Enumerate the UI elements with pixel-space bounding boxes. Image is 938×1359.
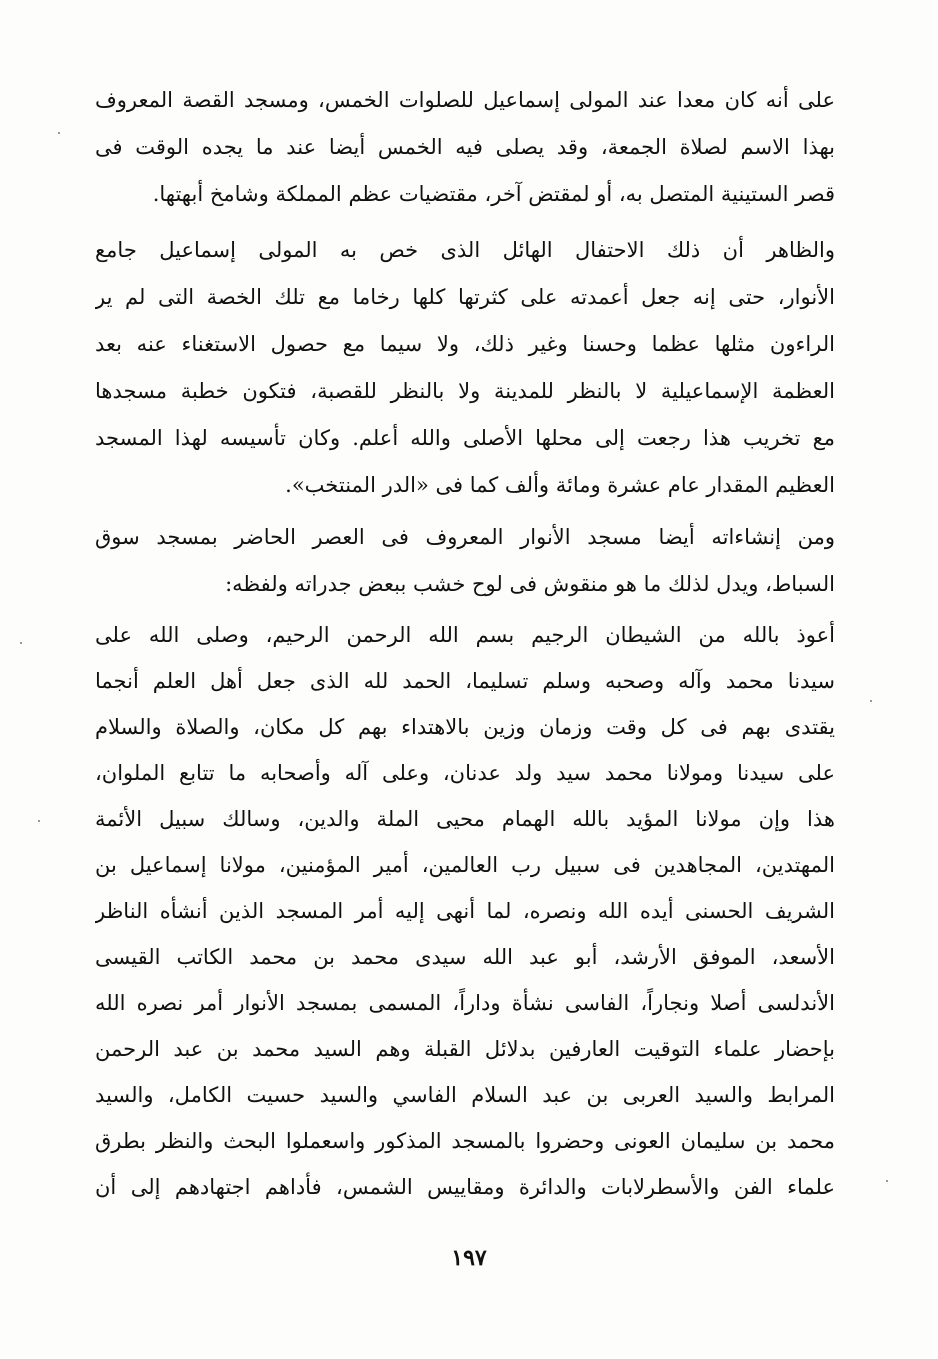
text-line: على سيدنا ومولانا محمد سيد ولد عدنان، وعلى آله وأصحابه ما تتابع الملوان، xyxy=(95,761,835,785)
paragraph-3 xyxy=(95,512,835,612)
text-line: العظيم المقدار عام عشرة ومائة وألف كما فى «الدر المنتخب». xyxy=(285,473,835,497)
text-line: العظمة الإسماعيلية لا بالنظر للمدينة ولا بالنظر للقصبة، فتكون خطبة مسجدها xyxy=(95,379,835,403)
text-line: سيدنا محمد وآله وصحبه وسلم تسليما، الحمد لله الذى جعل أهل العلم أنجما xyxy=(95,669,835,693)
text-line: الأسعد، الموفق الأرشد، أبو عبد الله سيدى محمد بن محمد الكاتب القيسى xyxy=(95,945,835,969)
scan-speck xyxy=(38,820,40,822)
text-line: السباط، ويدل لذلك ما هو منقوش فى لوح خشب ببعض جدراته ولفظه: xyxy=(225,572,835,596)
text-line: المهتدين، المجاهدين فى سبيل رب العالمين، أمير المؤمنين، مولانا إسماعيل بن xyxy=(95,853,835,877)
paragraph-4-inscription xyxy=(95,610,835,1230)
scan-speck xyxy=(20,642,22,644)
text-line: محمد بن سليمان العونى وحضروا بالمسجد المذكور واسعملوا البحث والنظر بطرق xyxy=(95,1129,835,1153)
paragraph-2 xyxy=(95,225,835,515)
scan-speck xyxy=(886,1180,888,1182)
text-line: بهذا الاسم لصلاة الجمعة، وقد يصلى فيه الخمس أيضا عند ما يجده الوقت فى xyxy=(95,135,835,159)
text-line: علماء الفن والأسطرلابات والدائرة ومقاييس الشمس، فأداهم اجتهادهم إلى أن xyxy=(95,1175,835,1199)
text-line: الأندلسى أصلا ونجاراً، الفاسى نشأة وداراً، المسمى بمسجد الأنوار أمر نصره الله xyxy=(95,991,835,1015)
page-number: ١٩٧ xyxy=(451,1245,487,1271)
text-line: على أنه كان معدا عند المولى إسماعيل للصلوات الخمس، ومسجد القصة المعروف xyxy=(95,88,835,112)
text-line: المرابط والسيد العربى بن عبد السلام الفاسي والسيد حسيت الكامل، والسيد xyxy=(95,1083,835,1107)
text-line: قصر الستينية المتصل به، أو لمقتض آخر، مقتضيات عظم المملكة وشامخ أبهتها. xyxy=(152,182,835,206)
scan-speck xyxy=(870,700,872,702)
text-line: أعوذ بالله من الشيطان الرجيم بسم الله الرحمن الرحيم، وصلى الله على xyxy=(95,623,835,647)
scan-speck xyxy=(58,132,60,134)
text-line: الشريف الحسنى أيده الله ونصره، لما أنهى إليه أمر المسجد الذين أنشأه الناظر xyxy=(95,899,835,923)
paragraph-1 xyxy=(95,75,835,225)
text-line: ومن إنشاءاته أيضا مسجد الأنوار المعروف فى العصر الحاضر بمسجد سوق xyxy=(95,525,835,549)
text-line: يقتدى بهم فى كل وقت وزمان وزين بالاهتداء بهم كل مكان، والصلاة والسلام xyxy=(95,715,835,739)
text-line: هذا وإن مولانا المؤيد بالله الهمام محيى الملة والدين، وسالك سبيل الأئمة xyxy=(95,807,835,831)
text-line: الراءون مثلها عظما وحسنا وغير ذلك، ولا سيما مع حصول الاستغناء عنه بعد xyxy=(95,332,835,356)
text-line: الأنوار، حتى إنه جعل أعمدته على كثرتها كلها رخاما مع تلك الخصة التى لم ير xyxy=(95,285,835,309)
text-line: والظاهر أن ذلك الاحتفال الهائل الذى خص به المولى إسماعيل جامع xyxy=(95,238,835,262)
text-line: مع تخريب هذا رجعت إلى محلها الأصلى والله أعلم. وكان تأسيسه لهذا المسجد xyxy=(95,426,835,450)
text-line: بإحضار علماء التوقيت العارفين بدلائل القبلة وهم السيد محمد بن عبد الرحمن xyxy=(95,1037,835,1061)
